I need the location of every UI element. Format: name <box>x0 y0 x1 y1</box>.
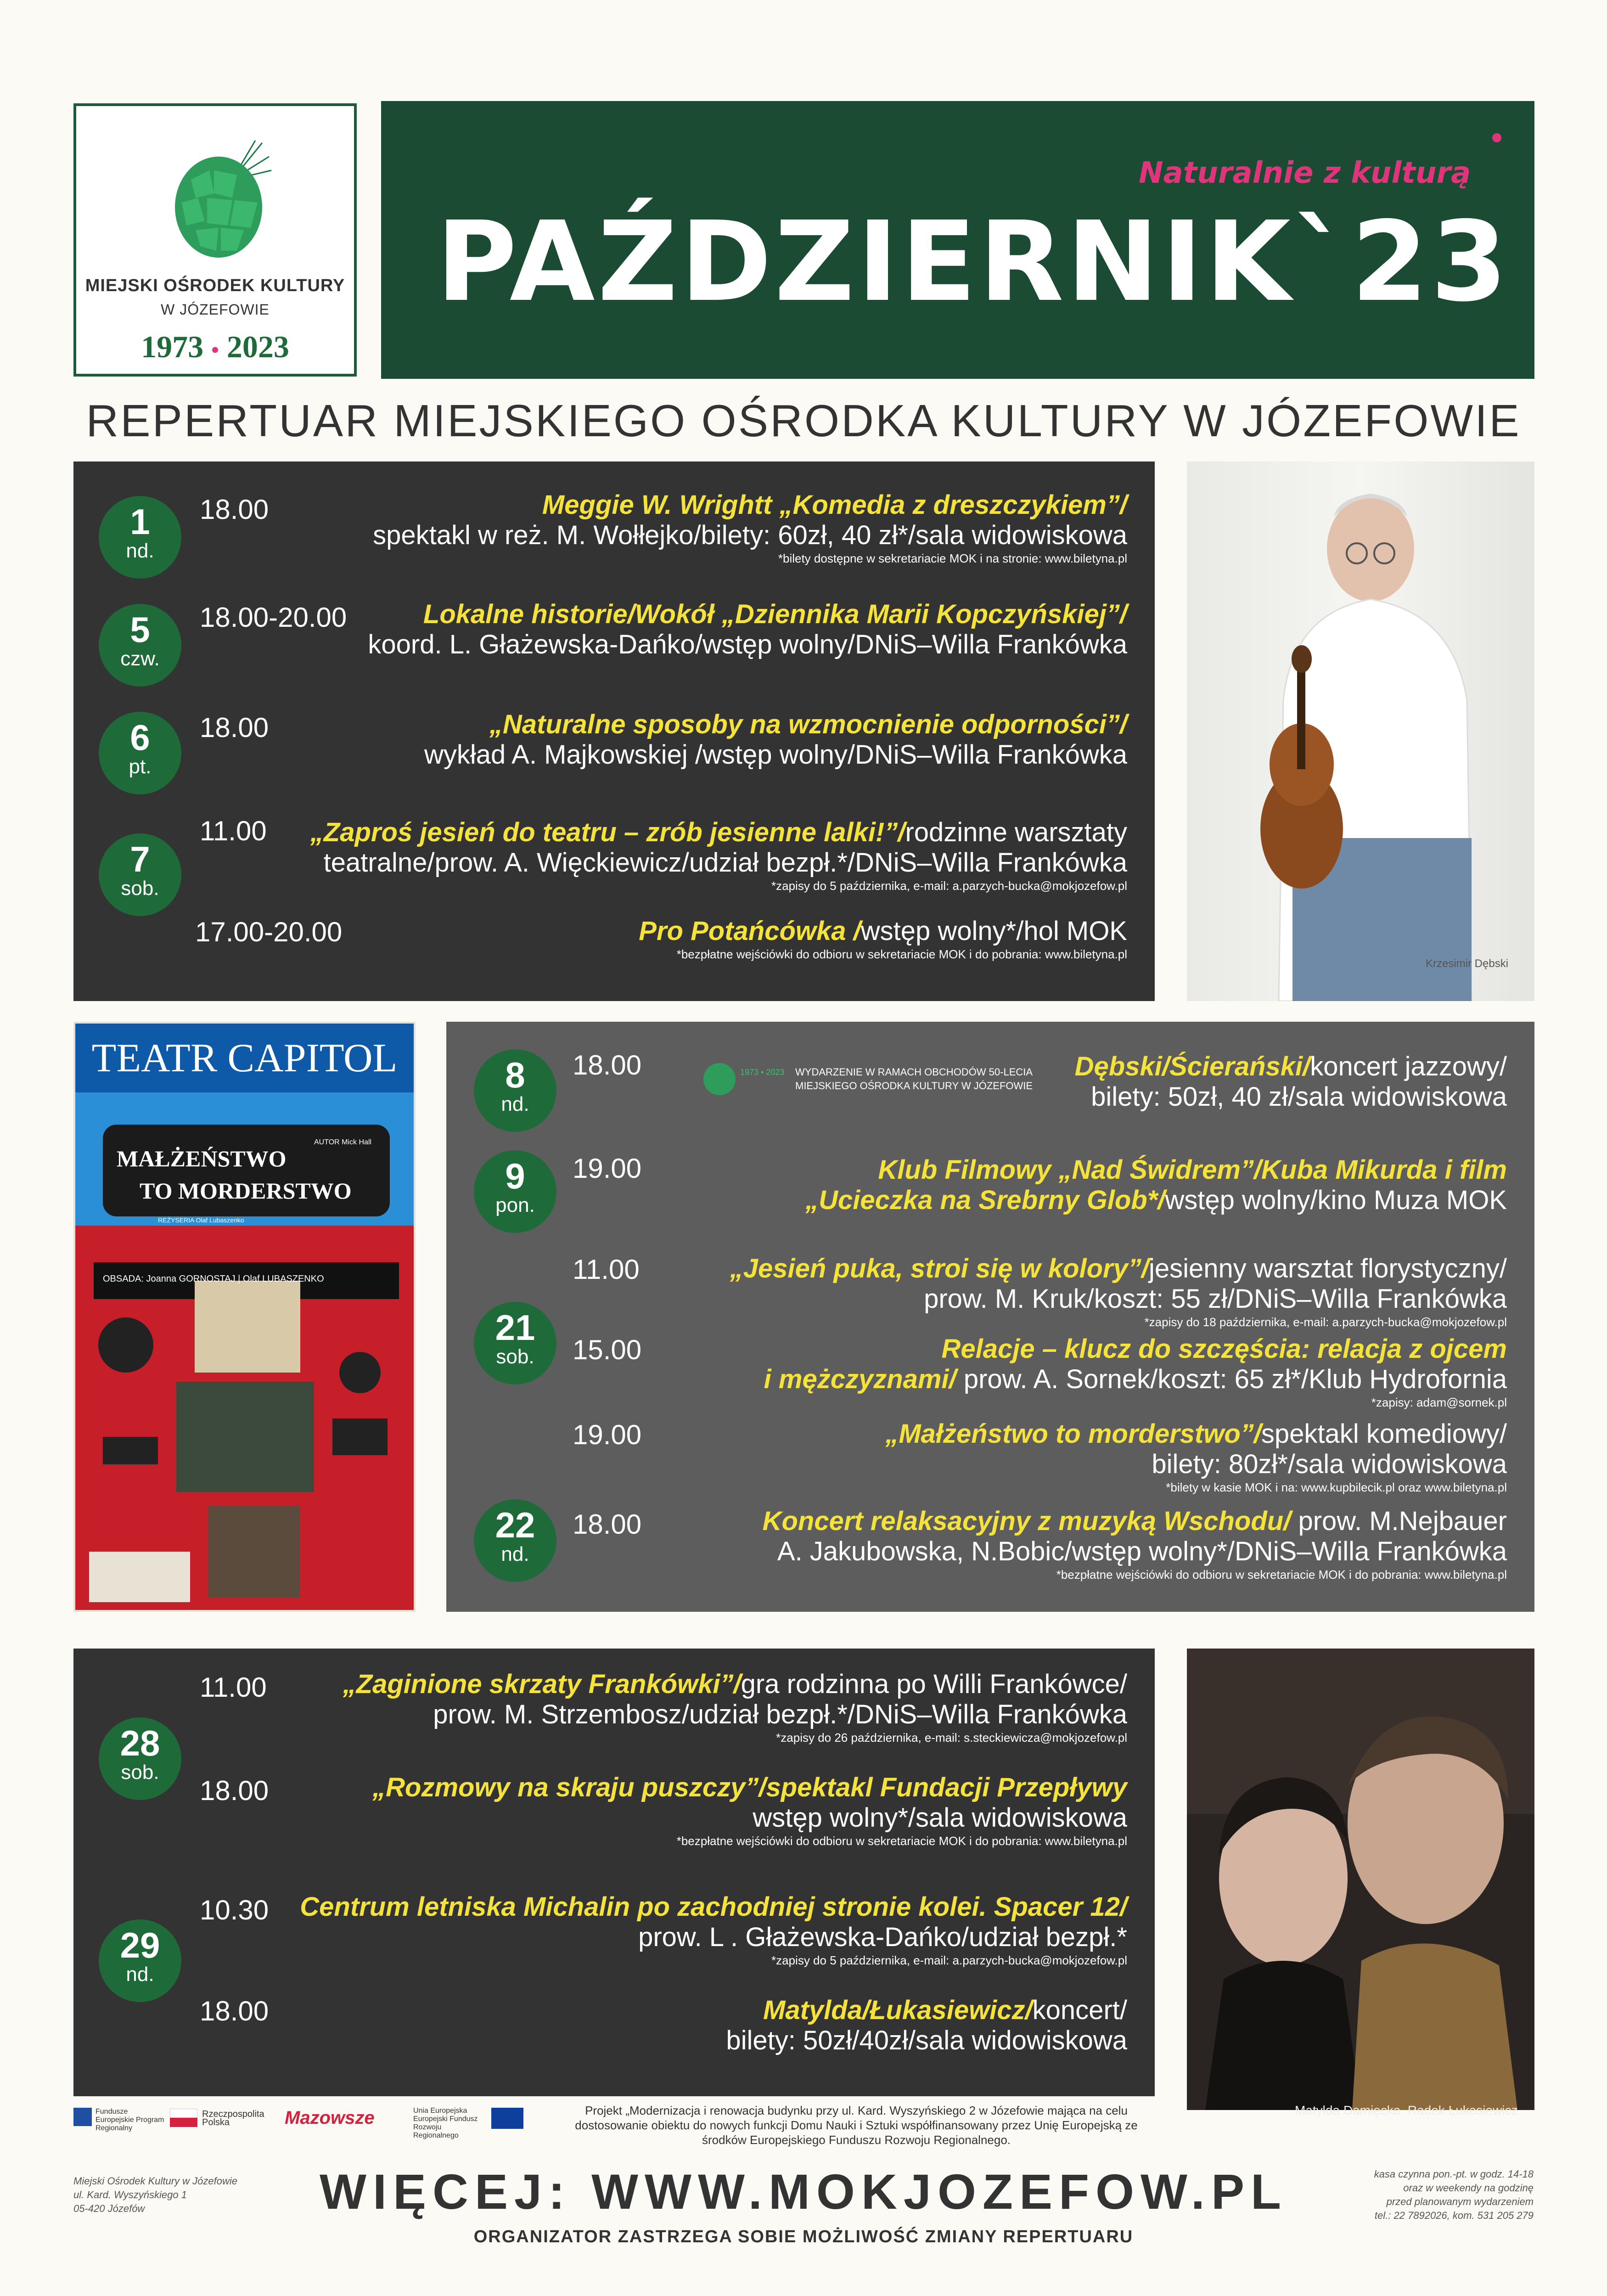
logo-org-city: W JÓZEFOWIE <box>161 301 270 318</box>
fund-label-2: Rzeczpospolita Polska <box>202 2109 264 2127</box>
anniversary-badge-years: 1973 • 2023 <box>740 1068 785 1077</box>
event-info <box>368 599 1127 660</box>
event-info <box>343 1669 1127 1745</box>
event-title: „Jesień puka, stroi się w kolory”/ <box>730 1254 1149 1283</box>
date-weekday: sob. <box>496 1345 534 1368</box>
poster-play-title-1: MAŁŻEŃSTWO <box>117 1146 287 1171</box>
event-title: „Małżeństwo to morderstwo”/ <box>885 1419 1261 1449</box>
event-time: 18.00 <box>200 712 269 743</box>
event-title: Koncert relaksacyjny z muzyką Wschodu/ <box>762 1506 1291 1536</box>
poster-illustration <box>75 1024 416 1612</box>
date-weekday: pt. <box>129 755 152 778</box>
date-weekday: czw. <box>120 647 160 670</box>
event-title-2: i mężczyznami/ <box>764 1364 956 1394</box>
photo-duo <box>1187 1649 1534 2110</box>
event-time: 11.00 <box>200 1672 267 1703</box>
hours-line-3: przed planowanym wydarzeniem <box>1386 2196 1534 2207</box>
date-number: 8 <box>505 1055 525 1095</box>
event-details: spektakl w reż. M. Wołłejko/bilety: 60zł, 40 zł*/sala widowiskowa <box>373 520 1127 550</box>
event-title-extra: gra rodzinna po Willi Frankówce/ <box>741 1669 1127 1699</box>
event-title: Relacje – klucz do szczęścia: relacja z ojcem <box>941 1334 1507 1364</box>
logo-years <box>76 329 354 365</box>
event-details: wstęp wolny/kino Muza MOK <box>1165 1185 1507 1215</box>
event-details: prow. M. Strzembosz/udział bezpł.*/DNiS–Willa Frankówka <box>433 1699 1127 1729</box>
event-info <box>1075 1052 1507 1112</box>
event-time: 18.00 <box>573 1509 642 1540</box>
poland-flag-red-icon <box>170 2118 197 2127</box>
date-weekday: sob. <box>121 1761 159 1784</box>
event-title-extra: prow. M.Nejbauer <box>1291 1506 1507 1536</box>
hours-block <box>1322 2167 1534 2223</box>
event-time: 18.00 <box>573 1050 642 1080</box>
logo-org-name: MIEJSKI OŚRODEK KULTURY <box>85 276 345 295</box>
date-badge <box>474 1150 556 1233</box>
events-panel-1 <box>73 461 1155 1001</box>
event-details: bilety: 50zł, 40 zł/sala widowiskowa <box>1091 1082 1507 1112</box>
event-note: *zapisy do 5 października, e-mail: a.parzych-bucka@mokjozefow.pl <box>771 879 1127 893</box>
logo-dot: • <box>211 338 219 362</box>
project-note: Projekt „Modernizacja i renowacja budynku przy ul. Kard. Wyszyńskiego 2 w Józefowie mająca na celu dostosowanie obiektu do nowych funkcji Domu Nauki i Sztuki współfinansowany przez Unię Europejską ze środków Europejskiego Funduszu Rozwoju Regionalnego. <box>575 2104 1138 2147</box>
photo-violinist <box>1187 461 1534 1001</box>
anniversary-badge-icon <box>703 1063 736 1095</box>
anniversary-badge-text <box>795 1065 1033 1093</box>
event-title: Meggie W. Wrightt „Komedia z dreszczykiem”/ <box>542 490 1127 520</box>
event-title: „Zaproś jesień do teatru – zrób jesienne lalki!”/ <box>310 817 905 847</box>
hours-line-1: kasa czynna pon.-pt. w godz. 14-18 <box>1374 2168 1534 2180</box>
event-details: teatralne/prow. A. Więckiewicz/udział bezpł.*/DNiS–Willa Frankówka <box>323 848 1127 878</box>
event-title-extra: koncert jazzowy/ <box>1310 1052 1507 1081</box>
fund-label-1: Fundusze Europejskie Program Regionalny <box>96 2108 164 2132</box>
event-title: Pro Potańcówka / <box>639 916 861 946</box>
event-details: prow. L . Głażewska-Dańko/udział bezpł.* <box>638 1922 1127 1952</box>
event-title: Centrum letniska Michalin po zachodniej stronie kolei. Spacer 12/ <box>300 1892 1127 1922</box>
eu-funds-icon <box>73 2108 92 2126</box>
date-weekday: pon. <box>495 1194 535 1216</box>
poster-director: REŻYSERIA Olaf Lubaszenko <box>158 1216 244 1224</box>
address-line-1: Miejski Ośrodek Kultury w Józefowie <box>73 2175 238 2187</box>
logo-year-end: 2023 <box>226 329 289 364</box>
event-info <box>639 916 1127 962</box>
date-number: 28 <box>120 1723 160 1763</box>
event-time: 17.00-20.00 <box>195 917 343 947</box>
date-badge <box>474 1499 556 1582</box>
date-number: 5 <box>130 609 150 650</box>
date-badge <box>474 1049 556 1132</box>
event-note: *zapisy do 5 października, e-mail: a.parzych-bucka@mokjozefow.pl <box>771 1953 1127 1967</box>
date-number: 1 <box>130 501 150 542</box>
fund-label-3: Mazowsze <box>285 2108 375 2128</box>
website-link[interactable]: WIĘCEJ: WWW.MOKJOZEFOW.PL <box>320 2164 1287 2219</box>
event-info <box>885 1419 1507 1495</box>
poster-play-title-2: TO MORDERSTWO <box>140 1178 352 1204</box>
pine-cone-icon <box>163 138 274 267</box>
event-title-extra: rodzinne warsztaty <box>905 817 1127 847</box>
event-time: 18.00 <box>200 1996 269 2026</box>
date-badge <box>99 833 181 916</box>
violinist-illustration <box>1187 461 1534 1001</box>
event-note: *zapisy do 18 października, e-mail: a.parzych-bucka@mokjozefow.pl <box>1144 1315 1507 1329</box>
date-number: 6 <box>130 717 150 758</box>
event-details: prow. M. Kruk/koszt: 55 zł/DNiS–Willa Frankówka <box>924 1284 1507 1314</box>
event-details: bilety: 80zł*/sala widowiskowa <box>1152 1449 1507 1479</box>
event-info <box>373 490 1127 566</box>
events-panel-3 <box>73 1649 1155 2096</box>
event-details: wstęp wolny*/sala widowiskowa <box>753 1803 1127 1833</box>
date-weekday: nd. <box>126 540 154 562</box>
event-time: 18.00 <box>200 1775 269 1806</box>
poster-author: AUTOR Mick Hall <box>314 1138 372 1146</box>
address-line-3: 05-420 Józefów <box>73 2203 145 2214</box>
event-note: *bilety w kasie MOK i na: www.kupbilecik.pl oraz www.biletyna.pl <box>1166 1480 1507 1494</box>
event-title-extra: spektakl komediowy/ <box>1261 1419 1507 1449</box>
event-title: „Naturalne sposoby na wzmocnienie odporności”/ <box>489 709 1127 739</box>
event-info <box>310 817 1127 894</box>
date-badge <box>99 496 181 579</box>
event-title-extra: koncert/ <box>1032 1995 1127 2025</box>
date-number: 22 <box>495 1505 535 1545</box>
event-time: 15.00 <box>573 1334 642 1365</box>
event-note: *bilety dostępne w sekretariacie MOK i na stronie: www.biletyna.pl <box>778 551 1127 565</box>
event-title-2: „Ucieczka na Srebrny Glob*/ <box>805 1185 1165 1215</box>
event-info <box>730 1254 1507 1330</box>
event-time: 19.00 <box>573 1153 642 1184</box>
event-note: *bezpłatne wejściówki do odbioru w sekretariacie MOK i do pobrania: www.biletyna.pl <box>676 947 1127 961</box>
event-time: 19.00 <box>573 1419 642 1450</box>
date-badge <box>99 1919 181 2002</box>
event-info <box>300 1892 1127 1968</box>
event-note: *bezpłatne wejściówki do odbioru w sekretariacie MOK i do pobrania: www.biletyna.pl <box>1056 1568 1507 1581</box>
event-details: bilety: 50zł/40zł/sala widowiskowa <box>726 2026 1127 2055</box>
photo-caption: Matylda Damięcka. Radek Łukasiewicz <box>1295 2103 1518 2117</box>
disclaimer: ORGANIZATOR ZASTRZEGA SOBIE MOŻLIWOŚĆ ZMIANY REPERTUARU <box>473 2227 1134 2246</box>
slogan-dot <box>1492 133 1501 142</box>
event-info <box>726 1995 1127 2056</box>
events-panel-2 <box>446 1022 1534 1612</box>
event-info <box>372 1773 1127 1849</box>
event-note: *bezpłatne wejściówki do odbioru w sekretariacie MOK i do pobrania: www.biletyna.pl <box>676 1834 1127 1848</box>
event-title: Matylda/Łukasiewicz/ <box>763 1995 1033 2025</box>
photo-caption: Krzesimir Dębski <box>1426 957 1509 970</box>
fund-label-4: Unia Europejska Europejski Fundusz Rozwoju Regionalnego <box>413 2107 478 2139</box>
event-time: 11.00 <box>200 816 267 846</box>
event-details: A. Jakubowska, N.Bobic/wstęp wolny*/DNiS–Willa Frankówka <box>777 1536 1507 1566</box>
date-badge <box>99 1717 181 1800</box>
header-band <box>381 101 1534 379</box>
date-badge <box>99 604 181 687</box>
event-time: 10.30 <box>200 1895 269 1925</box>
date-number: 7 <box>130 839 150 879</box>
slogan: Naturalnie z kulturą <box>1139 156 1471 190</box>
date-badge <box>474 1302 556 1384</box>
page-title: PAŹDZIERNIK`23 <box>436 197 1511 326</box>
logo-year-start: 1973 <box>141 329 204 364</box>
logo-box <box>73 103 357 377</box>
event-title-extra: jesienny warsztat florystyczny/ <box>1148 1254 1507 1283</box>
date-weekday: nd. <box>126 1963 154 1986</box>
date-weekday: nd. <box>501 1093 529 1115</box>
event-details: prow. A. Sornek/koszt: 65 zł*/Klub Hydrofornia <box>956 1364 1507 1394</box>
event-title-extra: wstęp wolny*/hol MOK <box>860 916 1127 946</box>
date-weekday: sob. <box>121 877 159 900</box>
address-line-2: ul. Kard. Wyszyńskiego 1 <box>73 2189 187 2200</box>
event-info <box>764 1334 1507 1410</box>
funding-logos <box>73 2103 560 2154</box>
page-subtitle: REPERTUAR MIEJSKIEGO OŚRODKA KULTURY W JÓZEFOWIE <box>86 395 1521 446</box>
anniversary-text-2: MIEJSKIEGO OŚRODKA KULTURY W JÓZEFOWIE <box>795 1080 1033 1092</box>
date-number: 21 <box>495 1307 535 1348</box>
event-title: Klub Filmowy „Nad Świdrem”/Kuba Mikurda i film <box>878 1155 1507 1185</box>
event-info <box>805 1155 1507 1216</box>
hours-line-2: oraz w weekendy na godzinę <box>1403 2182 1534 2194</box>
event-title: „Rozmowy na skraju puszczy”/spektakl Fundacji Przepływy <box>372 1773 1127 1802</box>
hours-line-4: tel.: 22 7892026, kom. 531 205 279 <box>1374 2210 1534 2221</box>
anniversary-text-1: WYDARZENIE W RAMACH OBCHODÓW 50-LECIA <box>795 1066 1033 1078</box>
event-details: koord. L. Głażewska-Dańko/wstęp wolny/DNiS–Willa Frankówka <box>368 630 1127 659</box>
duo-illustration <box>1187 1649 1534 2110</box>
date-number: 9 <box>505 1156 525 1196</box>
event-note: *zapisy: adam@sornek.pl <box>1371 1396 1507 1409</box>
event-time: 11.00 <box>573 1254 640 1285</box>
event-time: 18.00-20.00 <box>200 602 347 633</box>
date-number: 29 <box>120 1925 160 1965</box>
event-title: „Zaginione skrzaty Frankówki”/ <box>343 1669 741 1699</box>
poster-cast: OBSADA: Joanna GORNOSTAJ | Olaf LUBASZENKO <box>103 1274 324 1284</box>
date-weekday: nd. <box>501 1543 529 1565</box>
event-time: 18.00 <box>200 494 269 525</box>
event-title: Dębski/Ścierański/ <box>1074 1052 1310 1081</box>
event-info <box>424 709 1127 770</box>
date-badge <box>99 712 181 794</box>
poster-title: TEATR CAPITOL <box>91 1036 398 1080</box>
theatre-poster <box>73 1022 416 1612</box>
event-note: *zapisy do 26 października, e-mail: s.steckiewicza@mokjozefow.pl <box>776 1731 1127 1745</box>
eu-flag-icon <box>491 2108 523 2129</box>
event-info <box>763 1506 1507 1582</box>
event-details: wykład A. Majkowskiej /wstęp wolny/DNiS–Willa Frankówka <box>424 740 1127 770</box>
event-title: Lokalne historie/Wokół „Dziennika Marii Kopczyńskiej”/ <box>423 599 1127 629</box>
poland-flag-icon <box>170 2109 197 2118</box>
